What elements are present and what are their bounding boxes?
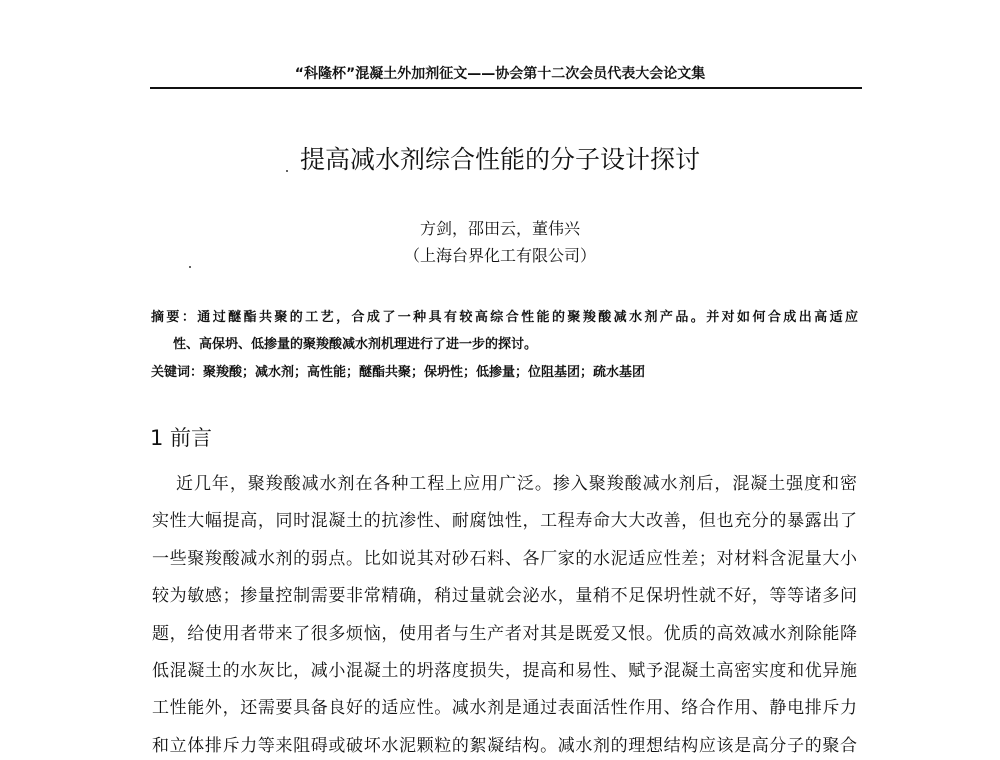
- scan-speck: [189, 266, 191, 268]
- authors: 方剑，邵田云，董伟兴: [419, 219, 580, 238]
- keywords: 关键词：聚羧酸；减水剂；高性能；醚酯共聚；保坍性；低掺量；位阻基团；疏水基团: [151, 365, 646, 380]
- abstract-line-1: 摘要：通过醚酯共聚的工艺，合成了一种具有较高综合性能的聚羧酸减水剂产品。并对如何合成出高适应: [151, 310, 858, 325]
- paper-title: 提高减水剂综合性能的分子设计探讨: [299, 145, 700, 174]
- body-line: 和立体排斥力等来阻碍或破坏水泥颗粒的絮凝结构。减水剂的理想结构应该是高分子的聚合: [152, 736, 857, 756]
- affiliation: （上海台界化工有限公司）: [403, 246, 596, 265]
- body-line: 题，给使用者带来了很多烦恼，使用者与生产者对其是既爱又恨。优质的高效减水剂除能降: [152, 624, 857, 644]
- body-line: 一些聚羧酸减水剂的弱点。比如说其对砂石料、各厂家的水泥适应性差；对材料含泥量大小: [152, 549, 857, 569]
- abstract-line-2: 性、高保坍、低掺量的聚羧酸减水剂机理进行了进一步的探讨。: [173, 337, 538, 352]
- section-heading: 1 前言: [150, 426, 213, 450]
- body-line: 较为敏感；掺量控制需要非常精确，稍过量就会泌水，量稍不足保坍性就不好，等等诸多问: [152, 586, 857, 606]
- scan-speck: [286, 170, 288, 172]
- body-line: 近几年，聚羧酸减水剂在各种工程上应用广泛。掺入聚羧酸减水剂后，混凝土强度和密: [176, 474, 857, 494]
- header-rule: [150, 87, 862, 89]
- body-line: 工性能外，还需要具备良好的适应性。减水剂是通过表面活性作用、络合作用、静电排斥力: [152, 698, 857, 718]
- running-header: “科隆杯”混凝土外加剂征文——协会第十二次会员代表大会论文集: [294, 66, 706, 82]
- body-line: 低混凝土的水灰比，减小混凝土的坍落度损失，提高和易性、赋予混凝土高密实度和优异施: [152, 661, 857, 681]
- body-line: 实性大幅提高，同时混凝土的抗渗性、耐腐蚀性，工程寿命大大改善，但也充分的暴露出了: [152, 511, 857, 531]
